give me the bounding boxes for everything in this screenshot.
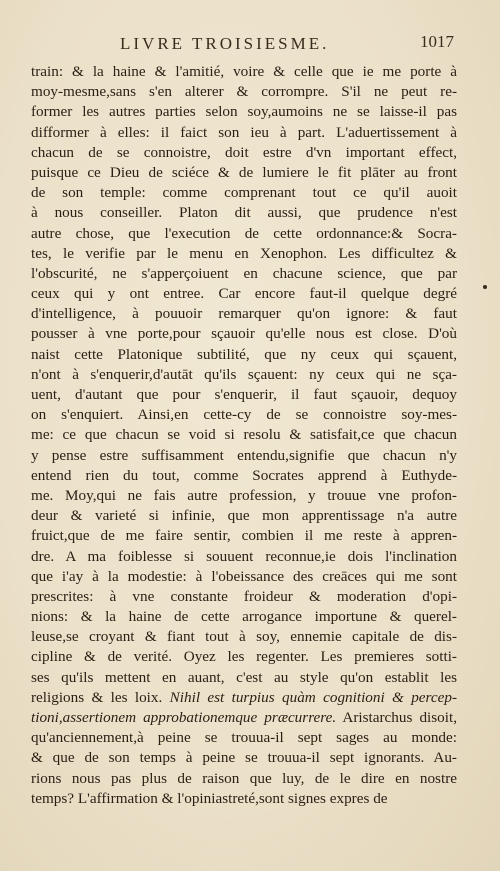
text-line: uent, d'autant que pour s'enquerir, il faut sçauoir, dequoy: [31, 386, 457, 403]
text-line: me. Moy,qui ne fais autre profession, y trouue vne profon-: [31, 486, 457, 504]
text-line: pousser à vne porte,pour sçauoir qu'elle nous est close. D'où: [31, 325, 457, 343]
text-line: rions nous pas plus de raison que luy, de le dire en nostre: [31, 769, 457, 787]
text-line: train: & la haine & l'amitié, voire & celle que ie me porte à: [31, 63, 457, 80]
text-line: chacun de se connoistre, doit estre d'vn important effect,: [31, 143, 457, 161]
text-line: de son temple: comme comprenant tout ce qu'il auoit: [31, 184, 457, 202]
page-number: 1017: [420, 32, 454, 51]
text-line: prescrites: à vne constante froideur & moderation d'opi-: [31, 587, 457, 605]
text-line: qu'anciennement,à peine se trouua-il sept sages au monde:: [31, 729, 457, 747]
text-line-with-latin: [31, 688, 457, 708]
text-line: cipline & de verité. Oyez les regenter. Les premieres sotti-: [31, 648, 457, 666]
text-line: naist cette Platonique subtilité, que ny ceux qui sçauent,: [31, 345, 457, 363]
text-line: puisque ce Dieu de sciéce & de lumiere le fit plāter au front: [31, 163, 457, 181]
text-line: deur & varieté si infinie, que mon apprentissage n'a autre: [31, 507, 457, 525]
text-line: moy-mesme,sans s'en alterer & corrompre. S'il ne peut re-: [31, 83, 457, 101]
latin-quote: Nihil est turpius quàm cognitioni & percep-: [169, 688, 458, 706]
text-line: tioni,assertionem approbationemque præcurrere. Aristarchus disoit,: [31, 709, 457, 726]
text-line: former les autres parties selon soy,aumoins ne se laisse-il pas: [31, 103, 457, 121]
text-line: n'ont à s'enquerir,d'autāt qu'ils sçauent: ny ceux qui ne sça-: [31, 365, 457, 383]
text-line: difformer à elles: il faict son ieu à part. L'aduertissement à: [31, 123, 457, 141]
text-line: dre. A ma foiblesse si souuent reconnue,ie dois l'inclination: [31, 547, 457, 565]
text-line: l'obscurité, ne s'apperçoiuent en chacune science, que par: [31, 264, 457, 282]
text-line: nions: & la haine de cette arrogance importune & querel-: [31, 608, 457, 626]
text-line: que i'ay à la modestie: à l'obeissance des creāces qui me sont: [31, 567, 457, 585]
text-body: [31, 62, 457, 809]
ink-spot: [483, 285, 487, 289]
text-line: & que de son temps à peine se trouua-il sept ignorants. Au-: [31, 749, 457, 767]
text-fragment: religions & les loix.: [31, 688, 163, 706]
text-line: autre chose, que l'execution de cette ordonnance:& Socra-: [31, 224, 457, 242]
text-line: on s'enquiert. Ainsi,en cette-cy de se connoistre soy-mes-: [31, 406, 457, 424]
text-line: temps? L'affirmation & l'opiniastreté,sont signes expres de: [31, 789, 388, 807]
text-line: ceux qui y ont entree. Car encore faut-il quelque degré: [31, 285, 457, 303]
text-line: entend rien du tout, comme Socrates apprend à Euthyde-: [31, 466, 457, 484]
running-head: LIVRE TROISIESME.: [120, 34, 330, 53]
text-line: y pense estre suffisamment entendu,signifie que chacun n'y: [31, 446, 457, 464]
text-line: tes, le verifie par le menu en Xenophon. Les difficultez &: [31, 244, 457, 262]
text-line: fruict,que de me faire sentir, combien il me reste à appren-: [31, 527, 457, 545]
page-header: [0, 34, 500, 64]
text-line: ses qu'ils mettent en auant, c'est au style qu'on establit les: [31, 668, 457, 686]
text-line: me: ce que chacun se void si resolu & satisfait,ce que chacun: [31, 426, 457, 444]
text-line: d'intelligence, à pouuoir remarquer qu'on ignore: & faut: [31, 305, 457, 323]
text-line: à nous conseiller. Platon dit aussi, que prudence n'est: [31, 204, 457, 222]
text-line: leuse,se croyant & fiant tout à soy, ennemie capitale de dis-: [31, 628, 457, 646]
